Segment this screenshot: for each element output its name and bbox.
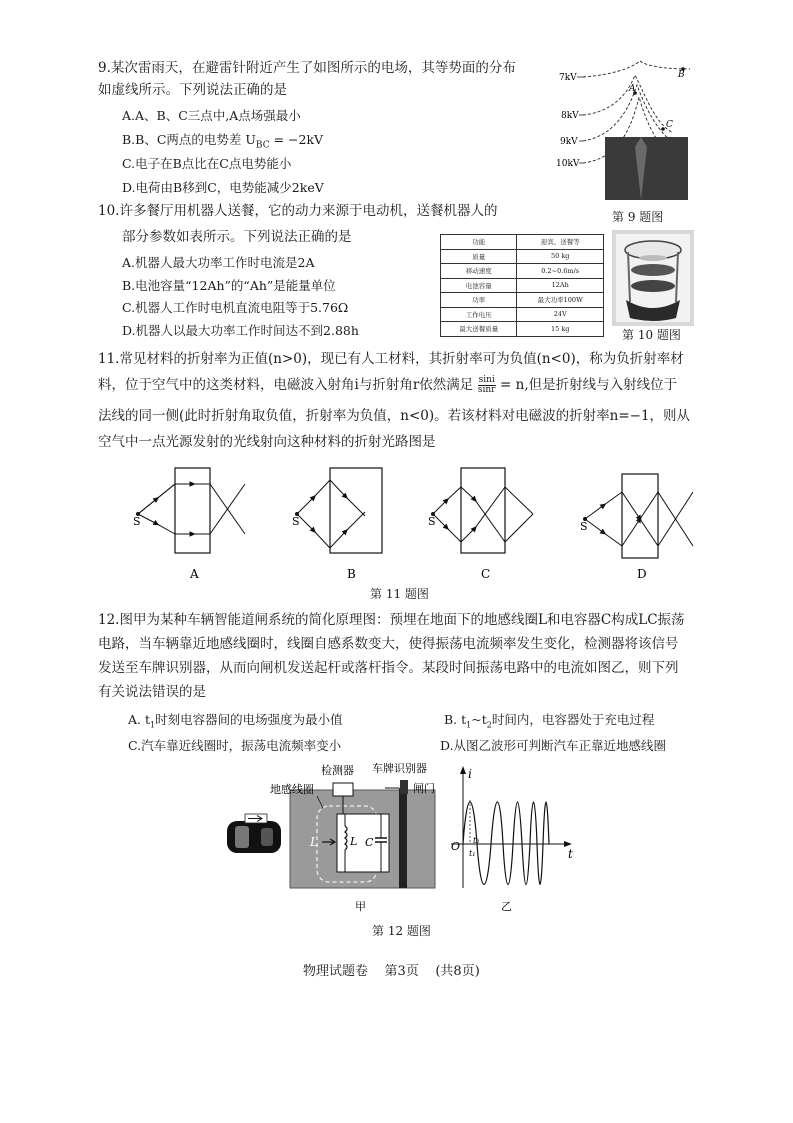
- footer-subject: 物理试题卷: [303, 964, 369, 979]
- q12-option-d: D.从图乙波形可判断汽车正靠近地感线圈: [440, 738, 667, 753]
- label-c: C: [666, 120, 673, 130]
- footer-page: 第3页: [384, 964, 419, 979]
- figure-jia: [227, 761, 435, 913]
- q11-caption: 第 11 题图: [370, 587, 429, 601]
- svg-text:C: C: [365, 836, 374, 849]
- q9-caption: 第 9 题图: [612, 210, 664, 224]
- svg-text:S: S: [580, 520, 588, 533]
- table-row: 功能 迎宾、送餐等: [441, 235, 604, 250]
- q9-option-c: C.电子在B点比在C点电势能小: [122, 156, 292, 171]
- svg-text:D: D: [637, 567, 647, 581]
- svg-text:i: i: [468, 767, 472, 781]
- svg-text:S: S: [133, 515, 141, 528]
- svg-text:L: L: [350, 835, 358, 848]
- svg-text:地感线圈: 地感线圈: [270, 783, 314, 796]
- svg-text:S: S: [292, 515, 300, 528]
- label-b: B: [678, 70, 685, 80]
- svg-text:O: O: [451, 840, 461, 853]
- gate-bar: [399, 788, 407, 888]
- equipotential-7kv: [583, 61, 690, 77]
- table-row: 移动速度 0.2~0.6m/s: [441, 264, 604, 279]
- q10-spec-table: [440, 234, 604, 337]
- q10-stem-line1: 10.许多餐厅用机器人送餐，它的动力来源于电动机，送餐机器人的: [98, 203, 498, 219]
- svg-text:A: A: [190, 567, 199, 581]
- svg-text:t₁: t₁: [469, 849, 476, 858]
- plate-reader-icon: [400, 780, 408, 794]
- svg-text:乙: 乙: [501, 900, 512, 913]
- footer-total: (共8页): [435, 964, 480, 979]
- equipotential-8kv: [583, 75, 673, 133]
- table-row: 质量 50 kg: [441, 249, 604, 264]
- label-8kv: 8kV: [561, 111, 579, 121]
- q11-line1: 11.常见材料的折射率为正值(n>0)，现已有人工材料，其折射率可为负值(n<0)，称为负折射率材: [98, 351, 684, 367]
- diagram-a: [133, 468, 245, 581]
- q12-line2: 电路，当车辆靠近地感线圈时，线圈自感系数变大，使得振荡电流频率发生变化，检测器将该信号: [98, 636, 679, 652]
- svg-text:L: L: [310, 835, 318, 849]
- q12-option-c: C.汽车靠近线圈时，振荡电流频率变小: [128, 738, 342, 753]
- q9-option-b: B.B、C两点的电势差 $U_{BC} = -2kV$: [122, 132, 324, 151]
- diagram-d: [580, 474, 693, 581]
- q11-line2: 料，位于空气中的这类材料，电磁波入射角i与折射角r依然满足 $\frac{\sin i}{\sin r}$ = n,但是折射线与入射线位于: [98, 375, 678, 395]
- q11-line3: 法线的同一侧(此时折射角取负值，折射率为负值，n<0)。若该材料对电磁波的折射率n=−1，则从: [98, 408, 691, 424]
- svg-text:t₂: t₂: [473, 836, 480, 845]
- svg-text:闸门: 闸门: [413, 782, 435, 795]
- q12-line3: 发送至车牌识别器，从而向闸机发送起杆或落杆指令。某段时间振荡电路中的电流如图乙，则下列: [98, 660, 679, 676]
- q9-stem-line2: 如虚线所示。下列说法正确的是: [98, 82, 287, 98]
- diagram-b: [292, 468, 382, 581]
- q10-option-c: C.机器人工作时电机直流电阻等于5.76Ω: [122, 300, 349, 315]
- svg-text:车牌识别器: 车牌识别器: [372, 762, 427, 775]
- table-row: 功率 最大功率100W: [441, 293, 604, 308]
- svg-text:C: C: [481, 567, 491, 581]
- svg-text:t: t: [568, 847, 573, 861]
- q12-line4: 有关说法错误的是: [98, 684, 206, 700]
- table-row: 工作电压 24V: [441, 307, 604, 322]
- label-7kv: 7kV: [559, 73, 577, 83]
- label-a: A: [629, 84, 636, 94]
- q10-option-b: B.电池容量“12Ah”的“Ah”是能量单位: [122, 278, 336, 293]
- svg-text:S: S: [428, 515, 436, 528]
- robot-photo: [612, 230, 694, 326]
- q9-stem-line1: 9.某次雷雨天，在避雷针附近产生了如图所示的电场，其等势面的分布: [98, 60, 516, 76]
- q10-stem-line2: 部分参数如表所示。下列说法正确的是: [122, 229, 352, 245]
- label-10kv: 10kV: [556, 159, 580, 169]
- svg-text:甲: 甲: [355, 900, 366, 913]
- q12-line1: 12.图甲为某种车辆智能道闸系统的简化原理图：预埋在地面下的地感线圈L和电容器C构成LC振荡: [98, 612, 685, 628]
- figure-yi: [451, 766, 573, 913]
- q10-caption: 第 10 题图: [622, 328, 681, 342]
- svg-text:B: B: [347, 567, 356, 581]
- q10-option-a: A.机器人最大功率工作时电流是2A: [122, 255, 315, 270]
- diagram-c: [428, 468, 533, 581]
- page-footer: [303, 960, 480, 979]
- q10-option-d: D.机器人以最大功率工作时间达不到2.88h: [122, 323, 359, 338]
- label-9kv: 9kV: [560, 137, 578, 147]
- q9-figure: [555, 55, 700, 210]
- q11-diagrams: [125, 462, 715, 587]
- q9-option-d: D.电荷由B移到C，电势能减少2keV: [122, 180, 324, 195]
- snell-fraction: $\frac{\sin i}{\sin r}$: [477, 375, 496, 395]
- q12-figure: [215, 758, 595, 940]
- q12-option-b: B. $t_1\sim t_2$时间内，电容器处于充电过程: [444, 712, 655, 730]
- table-row: 最大送餐质量 15 kg: [441, 322, 604, 337]
- q9-option-a: A.A、B、C三点中,A点场强最小: [122, 108, 301, 123]
- q12-option-a: A. $t_1$时刻电容器间的电场强度为最小值: [128, 712, 343, 730]
- q12-caption: 第 12 题图: [372, 924, 431, 938]
- svg-text:检测器: 检测器: [321, 764, 354, 777]
- table-row: 电池容量 12Ah: [441, 278, 604, 293]
- point-c: [661, 127, 665, 131]
- q11-line4: 空气中一点光源发射的光线射向这种材料的折射光路图是: [98, 434, 436, 450]
